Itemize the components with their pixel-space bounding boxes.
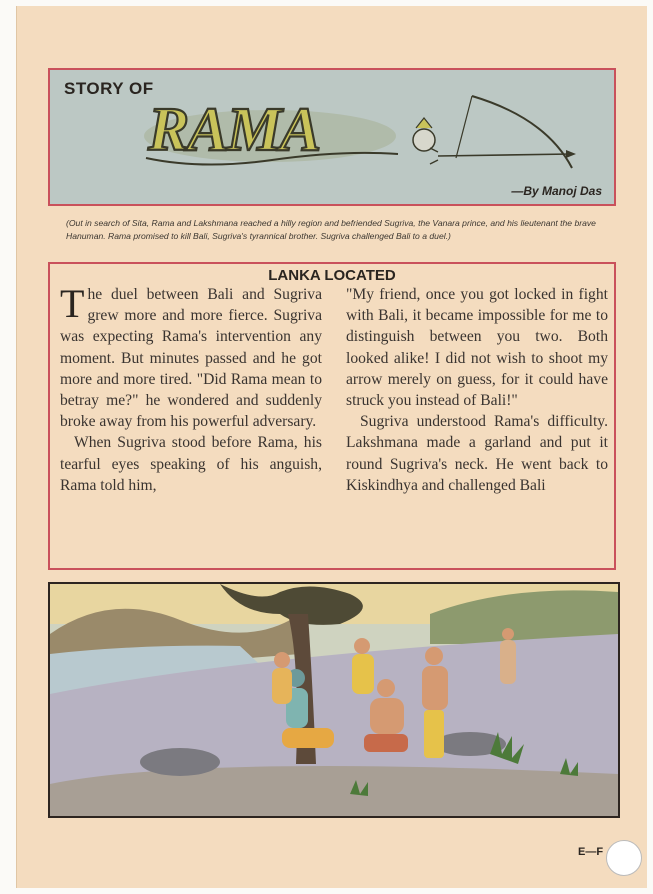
- rock: [140, 748, 220, 776]
- series-kicker: STORY OF: [64, 79, 154, 98]
- title-banner: [48, 68, 616, 206]
- author-byline: —By Manoj Das: [511, 184, 602, 198]
- chapter-title: LANKA LOCATED: [268, 267, 396, 284]
- story-text-box: [48, 262, 616, 570]
- bow-and-arrow-icon: [396, 88, 576, 178]
- rama-title-text: RAMA: [148, 96, 320, 164]
- intro-summary: (Out in search of Sita, Rama and Lakshmana reached a hilly region and befriended Sugriva, the Vanara prince, and his lieutenant the brave Hanuman. Rama promised to kill Bali, Sugriva's tyrannical brother. Sugriva challenged Bali to a duel.): [66, 218, 596, 241]
- left-column: [60, 281, 322, 496]
- drop-cap: T: [60, 281, 85, 326]
- story-illustration: [48, 582, 620, 818]
- left-paragraph-2: When Sugriva stood before Rama, his tearful eyes speaking of his anguish, Rama told him,: [60, 434, 322, 494]
- right-column: [346, 284, 608, 496]
- figure-lakshmana: [272, 652, 292, 704]
- right-paragraph-2: Sugriva understood Rama's difficulty. Lakshmana made a garland and put it round Sugriva's neck. He went back to Kiskindhya and challenged Bali: [346, 413, 608, 494]
- library-stamp: [606, 840, 642, 876]
- right-paragraph-1: "My friend, once you got locked in fight with Bali, it became impossible for me to distinguish between you two. Both looked alike! I did not wish to shoot my arrow merely on guess, for it could have struck you instead of Bali!": [346, 286, 608, 410]
- page-number: E—F: [578, 846, 604, 858]
- left-paragraph-1: The duel between Bali and Sugriva grew more and more fierce. Sugriva was expecting Rama's intervention any moment. But minutes passed and he got more and more tired. "Did Rama mean to betray me?" he wondered and suddenly broke away from his powerful adversary.: [60, 281, 322, 431]
- rama-title-logo: [142, 90, 402, 168]
